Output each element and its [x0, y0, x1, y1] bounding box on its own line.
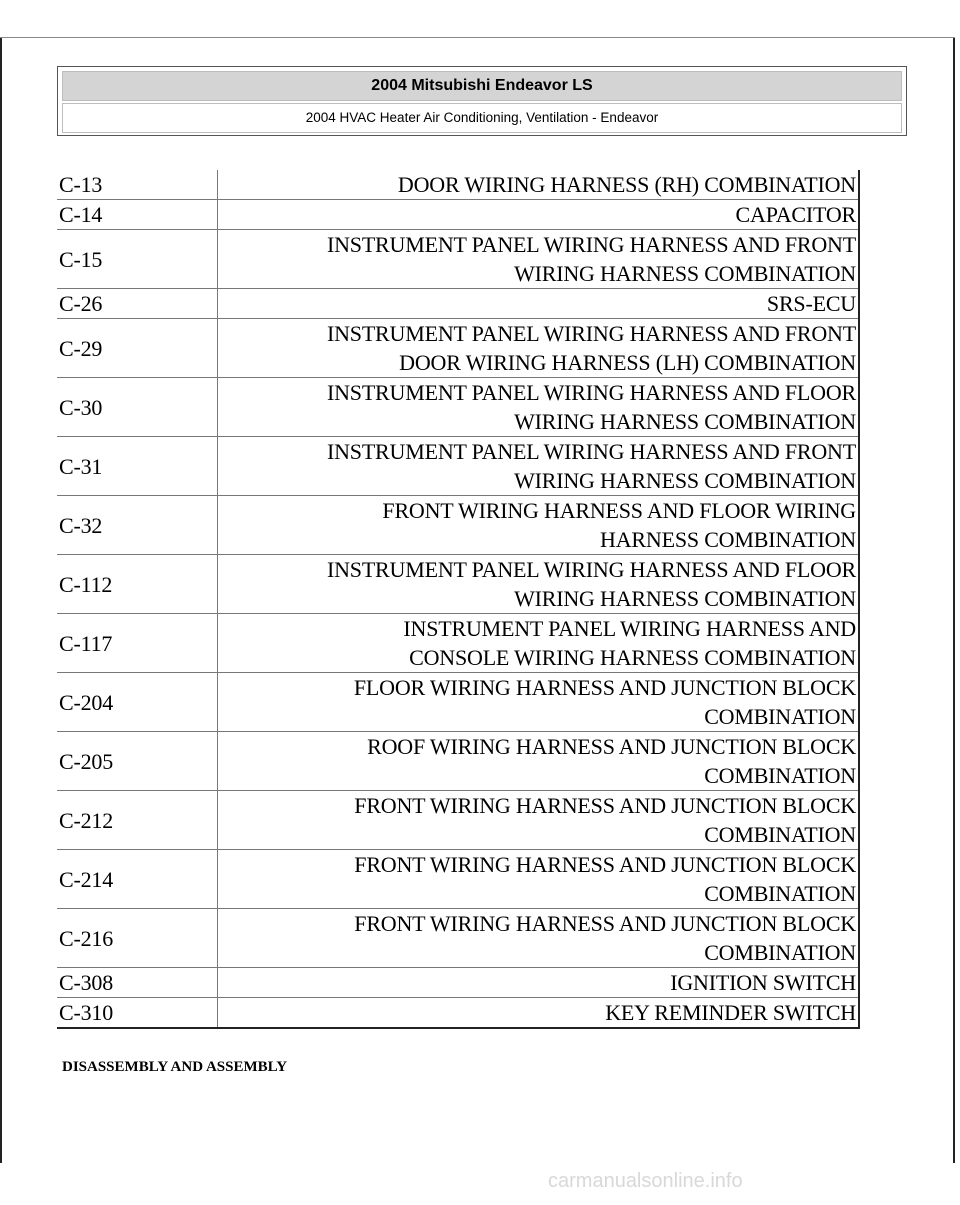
connector-description: [218, 614, 860, 673]
connector-description-line: WIRING HARNESS COMBINATION: [514, 586, 856, 611]
table-row: [57, 850, 859, 909]
connector-description: [218, 791, 860, 850]
vehicle-title: 2004 Mitsubishi Endeavor LS: [62, 71, 902, 101]
connector-description-line: SRS-ECU: [766, 291, 856, 316]
connector-code: C-205: [57, 732, 218, 791]
connector-code: C-310: [57, 998, 218, 1029]
section-heading: DISASSEMBLY AND ASSEMBLY: [62, 1059, 288, 1075]
connector-code: C-14: [57, 200, 218, 230]
connector-code: C-204: [57, 673, 218, 732]
connector-code: C-214: [57, 850, 218, 909]
connector-code: C-30: [57, 378, 218, 437]
table-row: [57, 289, 859, 319]
connector-description: [218, 732, 860, 791]
connector-code: C-112: [57, 555, 218, 614]
connector-description: [218, 909, 860, 968]
table-row: [57, 378, 859, 437]
connector-code: C-32: [57, 496, 218, 555]
table-row: [57, 437, 859, 496]
connector-description-line: DOOR WIRING HARNESS (RH) COMBINATION: [397, 172, 856, 197]
connector-description-line: WIRING HARNESS COMBINATION: [514, 409, 856, 434]
connector-description-line: ROOF WIRING HARNESS AND JUNCTION BLOCK: [367, 734, 856, 759]
connector-description: [218, 968, 860, 998]
connector-description-line: INSTRUMENT PANEL WIRING HARNESS AND FRONT: [326, 439, 856, 464]
connector-description-line: FRONT WIRING HARNESS AND JUNCTION BLOCK: [354, 911, 856, 936]
connector-description: [218, 378, 860, 437]
connector-code: C-212: [57, 791, 218, 850]
table-row: [57, 791, 859, 850]
connector-description: [218, 319, 860, 378]
table-row: [57, 673, 859, 732]
connector-description-line: INSTRUMENT PANEL WIRING HARNESS AND FRONT: [326, 232, 856, 257]
connector-description-line: INSTRUMENT PANEL WIRING HARNESS AND FRONT: [326, 321, 856, 346]
table-row: [57, 909, 859, 968]
connector-description-line: HARNESS COMBINATION: [600, 527, 856, 552]
section-subtitle: 2004 HVAC Heater Air Conditioning, Ventilation - Endeavor: [62, 103, 902, 133]
connector-code: C-308: [57, 968, 218, 998]
connector-description-line: COMBINATION: [704, 940, 856, 965]
table-row: [57, 496, 859, 555]
connector-description-line: DOOR WIRING HARNESS (LH) COMBINATION: [399, 350, 856, 375]
connector-description: [218, 289, 860, 319]
connector-description: [218, 673, 860, 732]
connector-table: [57, 170, 860, 1029]
connector-description: [218, 170, 860, 200]
connector-code: C-26: [57, 289, 218, 319]
connector-code: C-29: [57, 319, 218, 378]
connector-description-line: FRONT WIRING HARNESS AND FLOOR WIRING: [382, 498, 856, 523]
table-row: [57, 968, 859, 998]
table-row: [57, 614, 859, 673]
connector-description-line: WIRING HARNESS COMBINATION: [514, 468, 856, 493]
connector-description-line: FRONT WIRING HARNESS AND JUNCTION BLOCK: [354, 793, 856, 818]
page-top-border: [0, 37, 955, 38]
connector-description-line: COMBINATION: [704, 704, 856, 729]
connector-description-line: IGNITION SWITCH: [670, 970, 856, 995]
table-row: [57, 732, 859, 791]
footer-watermark: carmanualsonline.info: [548, 1170, 743, 1192]
connector-description: [218, 200, 860, 230]
connector-description-line: COMBINATION: [704, 822, 856, 847]
table-row: [57, 555, 859, 614]
connector-code: C-117: [57, 614, 218, 673]
connector-description-line: COMBINATION: [704, 881, 856, 906]
connector-description-line: INSTRUMENT PANEL WIRING HARNESS AND: [403, 616, 856, 641]
connector-code: C-15: [57, 230, 218, 289]
connector-description-line: CAPACITOR: [735, 202, 856, 227]
table-row: [57, 170, 859, 200]
table-row: [57, 319, 859, 378]
connector-description: [218, 555, 860, 614]
connector-code: C-31: [57, 437, 218, 496]
connector-description-line: WIRING HARNESS COMBINATION: [514, 261, 856, 286]
connector-description-line: INSTRUMENT PANEL WIRING HARNESS AND FLOOR: [326, 557, 856, 582]
connector-code: C-216: [57, 909, 218, 968]
connector-description: [218, 230, 860, 289]
connector-description-line: KEY REMINDER SWITCH: [605, 1000, 856, 1025]
connector-description: [218, 998, 860, 1029]
document-header: [57, 66, 907, 136]
table-row: [57, 998, 859, 1029]
connector-description: [218, 496, 860, 555]
connector-description: [218, 850, 860, 909]
table-row: [57, 230, 859, 289]
table-row: [57, 200, 859, 230]
connector-description-line: INSTRUMENT PANEL WIRING HARNESS AND FLOOR: [326, 380, 856, 405]
connector-table-body: [57, 170, 859, 1028]
connector-description-line: FRONT WIRING HARNESS AND JUNCTION BLOCK: [354, 852, 856, 877]
connector-description-line: FLOOR WIRING HARNESS AND JUNCTION BLOCK: [353, 675, 856, 700]
connector-description-line: CONSOLE WIRING HARNESS COMBINATION: [409, 645, 856, 670]
connector-code: C-13: [59, 172, 103, 197]
connector-description: [218, 437, 860, 496]
page-right-border: [953, 38, 955, 1163]
page-left-border: [0, 38, 2, 1163]
connector-description-line: COMBINATION: [704, 763, 856, 788]
